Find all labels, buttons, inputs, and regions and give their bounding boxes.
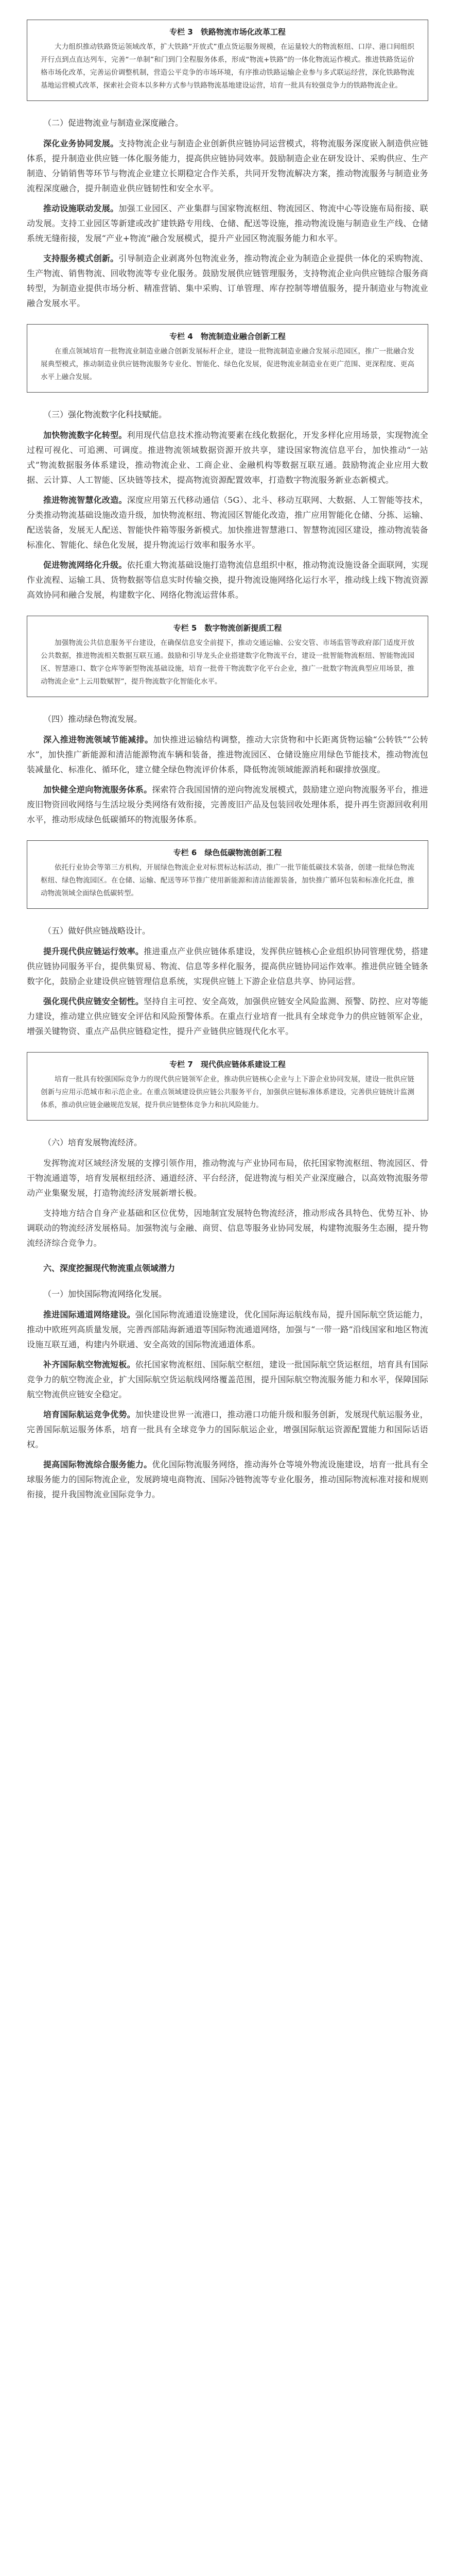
paragraph-lead: 补齐国际航空物流短板。 <box>43 1360 135 1369</box>
paragraph-lead: 推进国际通道网络建设。 <box>43 1310 135 1319</box>
body-paragraph <box>27 1156 428 1200</box>
paragraph-lead: 强化现代供应链安全韧性。 <box>43 996 144 1006</box>
subsection-heading: （四）推动绿色物流发展。 <box>43 714 143 724</box>
paragraph-text: 强化国际物流通道设施建设，优化国际海运航线布局，提升国际航空货运能力，推动中欧班列高质量发展，完善西部陆海新通道等国际物流通道网络，加强与“一带一路”沿线国家和地区物流设施互联互通，构建内外联通、安全高效的国际物流通道体系。 <box>27 1310 428 1349</box>
paragraph-text: 依托国家物流枢纽、国际航空枢纽，建设一批国际航空货运枢纽，培育具有国际竞争力的航空物流企业，扩大国际航空货运航线网络覆盖范围，提升国际航空物流服务能力和水平，保障国际航空物流供应链安全稳定。 <box>27 1360 428 1399</box>
feature-box-title: 专栏 4 物流制造业融合创新工程 <box>169 332 286 341</box>
feature-box <box>27 1052 428 1121</box>
feature-box-body: 在重点领域培育一批物流业制造业融合创新发展标杆企业，建设一批物流制造业融合发展示范园区，推广一批融合发展典型模式，推动制造业供应链物流服务专业化、智能化、绿色化发展，促进物流业制造业在更广范围、更深程度、更高水平上融合发展。 <box>41 347 414 381</box>
subsection-heading: （二）促进物流业与制造业深度融合。 <box>43 118 184 128</box>
paragraph-text: 支持地方结合自身产业基础和区位优势，因地制宜发展特色物流经济，推动形成各具特色、优势互补、协调联动的物流经济发展格局。加强物流与金融、商贸、信息等服务业协同发展，构建物流服务生态圈，提升物流经济综合竞争力。 <box>27 1208 428 1248</box>
feature-box-body: 培育一批具有较强国际竞争力的现代供应链领军企业，推动供应链核心企业与上下游企业协同发展，建设一批供应链创新与应用示范城市和示范企业。在重点领域建设供应链公共服务平台，加强供应链标准体系建设，完善供应链统计监测体系，推动供应链金融规范发展，提升供应链整体竞争力和抗风险能力。 <box>41 1075 414 1109</box>
paragraph-lead: 支持服务模式创新。 <box>43 253 119 263</box>
paragraph-text: 探索符合我国国情的逆向物流发展模式，鼓励建立逆向物流服务平台，推进废旧物资回收网络与生活垃圾分类网络有效衔接，完善废旧产品及包装回收处理体系，提升再生资源回收利用水平，推动形成绿色低碳循环的物流服务体系。 <box>27 785 428 824</box>
feature-box-title: 专栏 5 数字物流创新提质工程 <box>173 623 282 633</box>
feature-box-text <box>41 1073 414 1112</box>
feature-box <box>27 616 428 697</box>
body-paragraph <box>27 1357 428 1402</box>
paragraph-lead: 加快物流数字化转型。 <box>43 430 127 440</box>
paragraph-text: 加强工业园区、产业集群与国家物流枢纽、物流园区、物流中心等设施布局衔接、联动发展。支持工业园区等新建或改扩建铁路专用线、仓储、配送等设施，推动物流设施与制造业生产线、仓储系统无缝衔接，发展“产业+物流”融合发展模式，提升产业园区物流服务能力和水平。 <box>27 204 428 243</box>
paragraph-lead: 促进物流网络化升级。 <box>43 560 127 570</box>
paragraph-lead: 提升现代供应链运行效率。 <box>43 946 144 956</box>
body-paragraph <box>27 493 428 552</box>
paragraph-text: 依托重大物流基础设施打造物流信息组织中枢，推动物流设施设备全面联网，实现作业流程、运输工具、货物数据等信息实时传输交换，提升物流设施网络化运行水平，推动线上线下物流资源高效协同和融合发展，构建数字化、网络化物流运营体系。 <box>27 560 428 600</box>
paragraph-lead: 深化业务协同发展。 <box>43 139 119 148</box>
subsection-heading: （一）加快国际物流网络化发展。 <box>43 1289 167 1299</box>
feature-box <box>27 840 428 909</box>
body-paragraph <box>27 1307 428 1352</box>
paragraph-text: 深度应用第五代移动通信（5G）、北斗、移动互联网、大数据、人工智能等技术，分类推动物流基础设施改造升级，加快物流枢纽、物流园区智能化改造，推广应用智能化仓储、分拣、运输、配送装备，发展无人配送、智能快件箱等服务新模式。加快推进智慧港口、智慧物流园区建设，推动物流装备标准化、智能化、绿色化发展，提升物流运行效率和服务水平。 <box>27 495 428 550</box>
paragraph-lead: 深入推进物流领域节能减排。 <box>43 735 153 744</box>
feature-box-text <box>41 861 414 900</box>
paragraph-lead: 推进物流智慧化改造。 <box>43 495 127 505</box>
subsection-heading: （五）做好供应链战略设计。 <box>43 926 151 936</box>
paragraph-lead: 加快健全逆向物流服务体系。 <box>43 785 152 794</box>
body-paragraph <box>27 994 428 1039</box>
body-paragraph <box>27 557 428 602</box>
paragraph-text: 加快推进运输结构调整，推动大宗货物和中长距离货物运输“公转铁”“公转水”，加快推广新能源和清洁能源物流车辆和装备，推进物流园区、仓储设施应用绿色节能技术，推动物流包装减量化、标准化、循环化，建立健全绿色物流评价体系，降低物流领域能源消耗和碳排放强度。 <box>27 735 429 774</box>
feature-box-text <box>41 637 414 688</box>
paragraph-text: 推进重点产业供应链体系建设，发挥供应链核心企业组织协同管理优势，搭建供应链协同服务平台，提供集贸易、物流、信息等多样化服务，提高供应链协同运作效率。推进供应链全链条数字化，鼓励企业建设供应链管理信息系统，实现供应链上下游企业信息共享、协同运营。 <box>27 946 428 986</box>
body-paragraph <box>27 732 428 777</box>
feature-box-body: 加强物流公共信息服务平台建设，在确保信息安全前提下，推动交通运输、公安交管、市场监管等政府部门适度开放公共数据，推进物流相关数据互联互通。鼓励和引导龙头企业搭建数字化物流平台，建设一批智能物流枢纽、智能物流园区、智慧港口、数字仓库等新型物流基础设施，培育一批骨干物流数字化平台企业，推广一批数字物流典型应用场景，推动物流企业“上云用数赋智”，提升物流数字化智能化水平。 <box>41 639 414 686</box>
feature-box-title: 专栏 3 铁路物流市场化改革工程 <box>169 27 286 37</box>
paragraph-text: 加快建设世界一流港口，推动港口功能升级和服务创新，发展现代航运服务业，完善国际航运服务体系，培育一批具有全球竞争力的国际航运企业，增强国际航运资源配置能力和国际话语权。 <box>27 1410 428 1449</box>
paragraph-text: 坚持自主可控、安全高效，加强供应链安全风险监测、预警、防控、应对等能力建设，推动建立供应链安全评估和风险预警体系。在重点行业培育一批具有全球竞争力的供应链领军企业，增强关键物资、重点产品供应链稳定性，提升产业链供应链现代化水平。 <box>27 996 428 1036</box>
body-paragraph <box>27 251 428 311</box>
body-paragraph <box>27 782 428 827</box>
feature-box <box>27 20 428 101</box>
body-paragraph <box>27 1206 428 1250</box>
paragraph-text: 优化国际物流服务网络，推动海外仓等境外物流设施建设，培育一批具有全球服务能力的国际物流企业，发展跨境电商物流、国际冷链物流等专业化服务，推动国际物流标准对接和规则衔接，提升我国物流业国际竞争力。 <box>27 1460 428 1499</box>
feature-box <box>27 324 428 393</box>
feature-box-text <box>41 345 414 384</box>
paragraph-lead: 培育国际航运竞争优势。 <box>43 1410 135 1419</box>
subsection-heading: （六）培育发展物流经济。 <box>43 1138 143 1147</box>
feature-box-body: 大力组织推动铁路货运领域改革，扩大铁路“开放式”重点货运服务规模，在运量较大的物流枢纽、口岸、港口间组织开行点到点直达列车，完善“一单制”和门到门全程服务体系，形成“物流+铁路”的一体化物流运作模式。推进铁路货运价格市场化改革，完善运价调整机制，营造公平竞争的市场环境，有序推动铁路运输企业参与多式联运经营，深化铁路物流基地运营模式改革，探索社会资本以多种方式参与铁路物流基地建设运营，培育一批具有较强竞争力的铁路物流企业。 <box>41 43 414 90</box>
paragraph-text: 发挥物流对区域经济发展的支撑引领作用，推动物流与产业协同布局，依托国家物流枢纽、物流园区、骨干物流通道等，培育发展枢纽经济、通道经济、平台经济，促进物流与相关产业深度融合，以高效物流服务带动产业集聚发展，打造物流经济发展新增长极。 <box>27 1158 428 1198</box>
paragraph-lead: 推动设施联动发展。 <box>43 204 119 213</box>
body-paragraph <box>27 201 428 246</box>
body-paragraph <box>27 1407 428 1452</box>
body-paragraph <box>27 1457 428 1502</box>
feature-box-text <box>41 41 414 92</box>
subsection-heading: （三）强化物流数字化科技赋能。 <box>43 410 167 419</box>
body-paragraph <box>27 428 428 487</box>
paragraph-text: 引导制造企业剥离外包物流业务，推动物流企业为制造企业提供一体化的采购物流、生产物流、销售物流、回收物流等专业化服务。鼓励发展供应链管理服务，支持物流企业向供应链综合服务商转型，为制造业提供市场分析、精准营销、集中采购、订单管理、库存控制等增值服务，提升制造业与物流业融合发展水平。 <box>27 253 428 308</box>
feature-box-title: 专栏 7 现代供应链体系建设工程 <box>169 1060 286 1069</box>
body-paragraph <box>27 136 428 196</box>
paragraph-text: 利用现代信息技术推动物流要素在线化数据化，开发多样化应用场景，实现物流全过程可视化、可追溯、可调度。推进物流领域数据资源开放共享，建设国家物流信息平台，加快推动“一站式”物流数据服务体系建设，推动物流企业、工商企业、金融机构等数据互联互通。鼓励物流企业应用大数据、云计算、人工智能、区块链等技术，提高物流资源配置效率，打造数字物流服务新业态新模式。 <box>27 430 428 485</box>
section-heading: 六、深度挖掘现代物流重点领域潜力 <box>43 1263 176 1273</box>
paragraph-lead: 提高国际物流综合服务能力。 <box>43 1460 152 1469</box>
body-paragraph <box>27 944 428 989</box>
feature-box-body: 依托行业协会等第三方机构，开展绿色物流企业对标贯标达标活动，推广一批节能低碳技术装备，创建一批绿色物流枢纽、绿色物流园区。在仓储、运输、配送等环节推广使用新能源和清洁能源装备，加快推广循环包装和标准化托盘，推动物流领域全面绿色低碳转型。 <box>41 863 414 897</box>
feature-box-title: 专栏 6 绿色低碳物流创新工程 <box>173 848 282 857</box>
paragraph-text: 支持物流企业与制造企业创新供应链协同运营模式，将物流服务深度嵌入制造供应链体系，提升制造业供应链一体化服务能力，提高供应链协同效率。鼓励制造企业在研发设计、采购供应、生产制造、分销销售等环节与物流企业建立长期稳定合作关系，共同开发物流解决方案，推动物流服务与制造业务流程深度融合，提升制造业供应链韧性和安全水平。 <box>27 139 428 193</box>
